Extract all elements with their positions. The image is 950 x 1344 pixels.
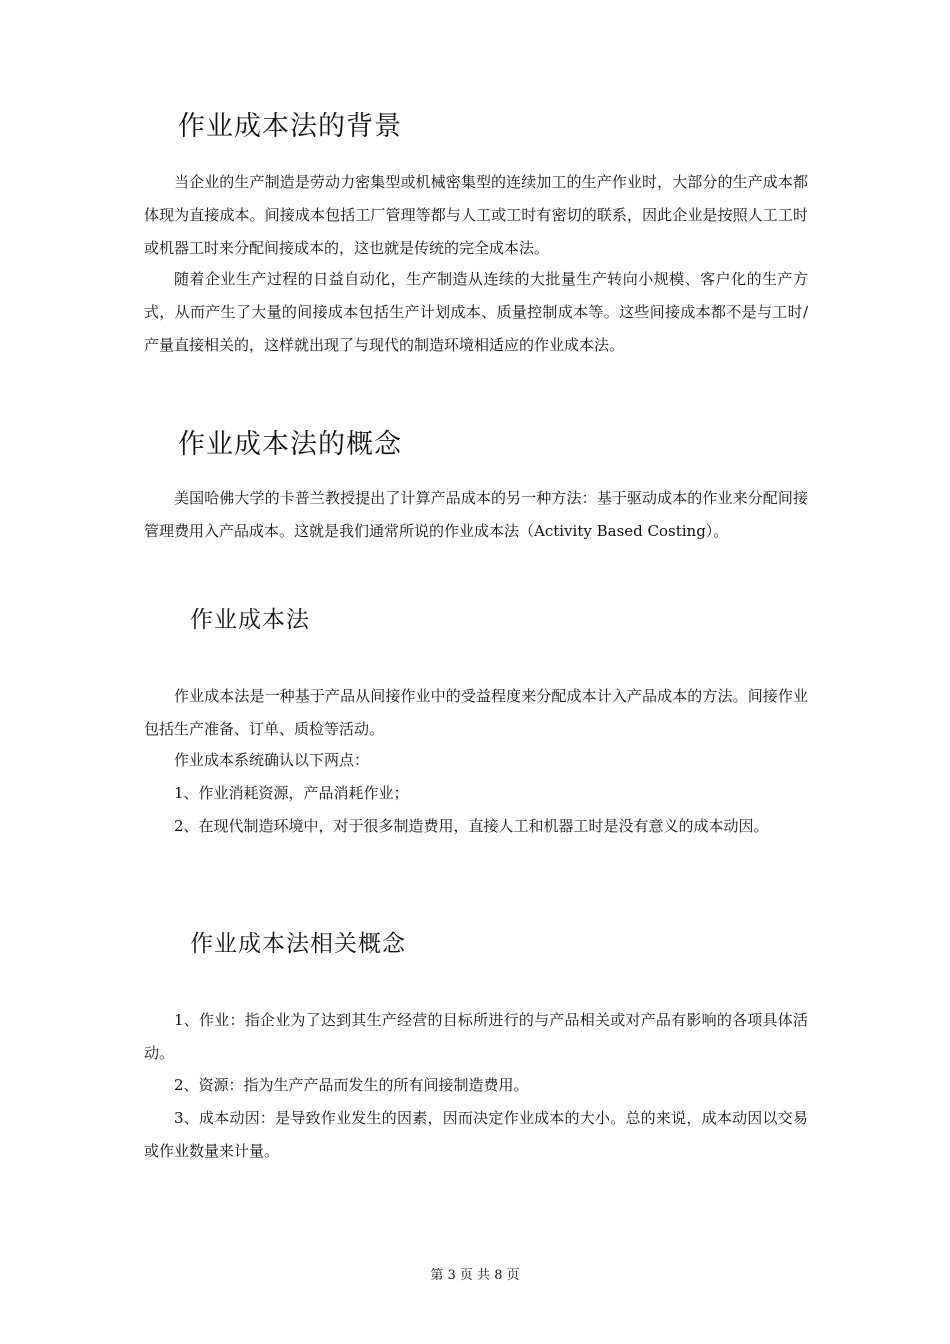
paragraph: 随着企业生产过程的日益自动化，生产制造从连续的大批量生产转向小规模、客户化的生产方式，从而产生了大量的间接成本包括生产计划成本、质量控制成本等。这些间接成本都不是与工时/产量直接相关的，这样就出现了与现代的制造环境相适应的作业成本法。 <box>144 270 808 354</box>
paragraph: 1、作业：指企业为了达到其生产经营的目标所进行的与产品相关或对产品有影响的各项具体活动。 <box>144 1011 808 1062</box>
paragraph: 作业成本系统确认以下两点： <box>174 751 370 769</box>
paragraph: 作业成本法是一种基于产品从间接作业中的受益程度来分配成本计入产品成本的方法。间接作业包括生产准备、订单、质检等活动。 <box>144 687 808 738</box>
paragraph: 2、在现代制造环境中，对于很多制造费用，直接人工和机器工时是没有意义的成本动因。 <box>174 817 769 835</box>
section-heading-related-concepts: 作业成本法相关概念 <box>190 931 406 957</box>
section-heading-background: 作业成本法的背景 <box>178 111 402 142</box>
paragraph: 2、资源：指为生产产品而发生的所有间接制造费用。 <box>174 1076 529 1094</box>
page-footer: 第 3 页 共 8 页 <box>430 1268 520 1283</box>
paragraph: 当企业的生产制造是劳动力密集型或机械密集型的连续加工的生产作业时，大部分的生产成本都体现为直接成本。间接成本包括工厂管理等都与人工或工时有密切的联系，因此企业是按照人工工时或机器工时来分配间接成本的，这也就是传统的完全成本法。 <box>144 173 808 257</box>
section-heading-abc: 作业成本法 <box>190 607 310 633</box>
paragraph: 3、成本动因：是导致作业发生的因素，因而决定作业成本的大小。总的来说，成本动因以交易或作业数量来计量。 <box>144 1109 808 1160</box>
paragraph: 1、作业消耗资源，产品消耗作业； <box>174 784 409 802</box>
section-heading-concept: 作业成本法的概念 <box>178 429 402 460</box>
paragraph: 美国哈佛大学的卡普兰教授提出了计算产品成本的另一种方法：基于驱动成本的作业来分配间接管理费用入产品成本。这就是我们通常所说的作业成本法（Activity Based Costing）。 <box>144 489 808 540</box>
